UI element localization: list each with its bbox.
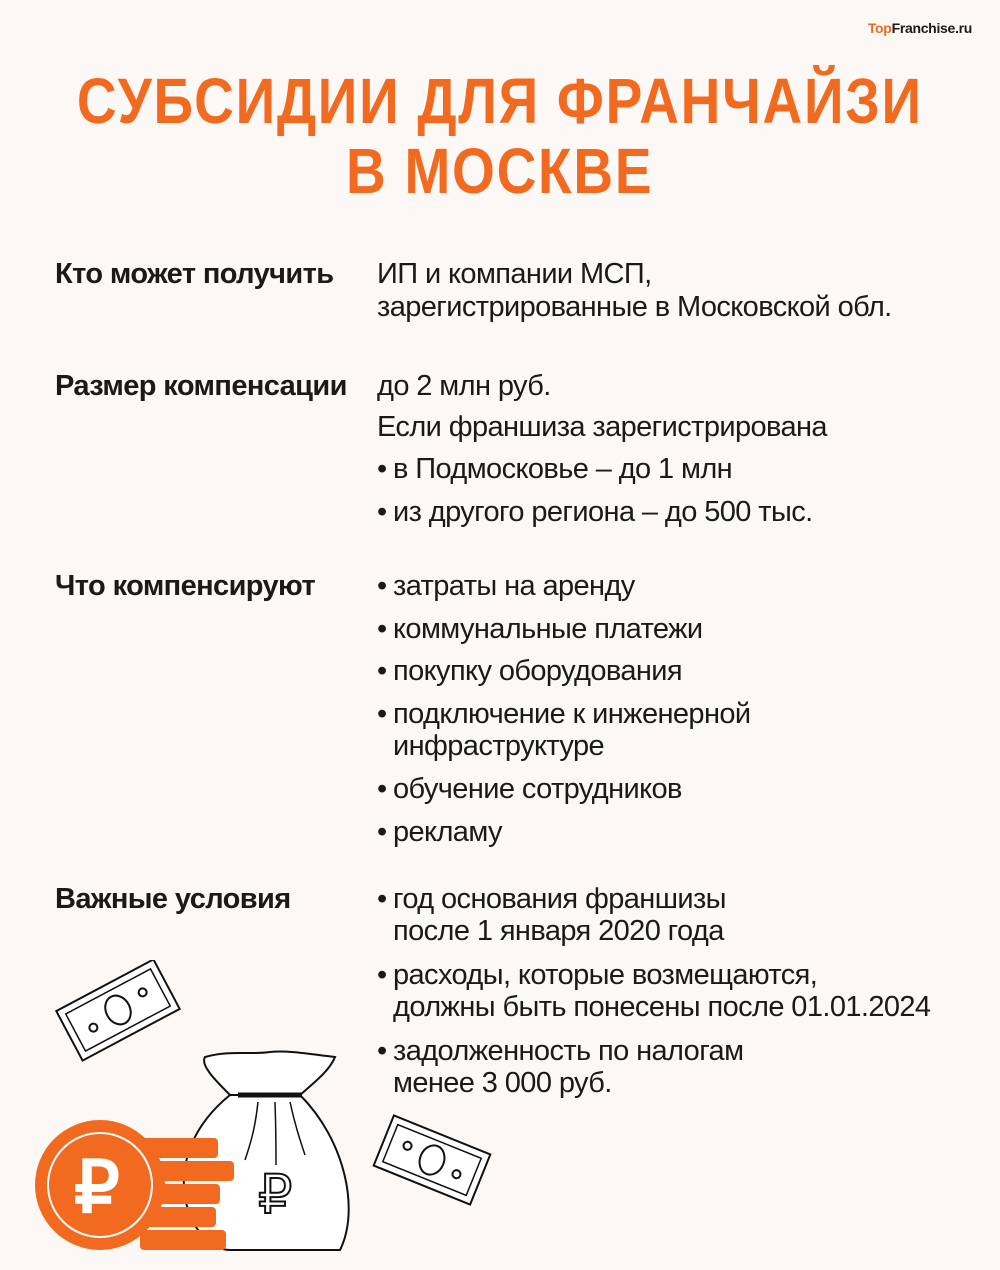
list-item: • обучение сотрудников [377,773,682,805]
list-item: • в Подмосковье – до 1 млн [377,453,733,485]
list-item: • рекламу [377,816,502,848]
list-item: • подключение к инженерной инфраструктуре [377,698,751,762]
list-item: • год основания франшизы после 1 января 2020 года [377,883,726,947]
section-value: зарегистрированные в Московской обл. [377,291,892,323]
section-value: Если франшиза зарегистрирована [377,411,827,443]
coin-stack-icon [35,1120,234,1250]
section-value: ИП и компании МСП, [377,258,652,290]
money-illustration [0,960,500,1270]
brand-logo: TopFranchise.ru [867,20,972,36]
svg-text:₽: ₽ [258,1165,293,1225]
list-item: • покупку оборудования [377,655,683,687]
banknote-icon [56,960,179,1061]
section-label-compensated: Что компенсируют [55,570,316,602]
list-item: • коммунальные платежи [377,613,703,645]
list-item: • из другого региона – до 500 тыс. [377,496,813,528]
section-label-amount: Размер компенсации [55,370,347,402]
section-label-conditions: Важные условия [55,883,291,915]
list-item: • затраты на аренду [377,570,635,602]
banknote-icon [374,1115,491,1204]
list-item: • задолженность по налогам менее 3 000 руб. [377,1035,744,1099]
svg-text:₽: ₽ [74,1148,120,1228]
section-label-who: Кто может получить [55,258,334,290]
list-item: • расходы, которые возмещаются, должны быть понесены после 01.01.2024 [377,959,931,1023]
page-title-line2: В МОСКВЕ [346,135,654,207]
section-value: до 2 млн руб. [377,370,551,402]
page-title-line1: СУБСИДИИ ДЛЯ ФРАНЧАЙЗИ [77,65,923,137]
